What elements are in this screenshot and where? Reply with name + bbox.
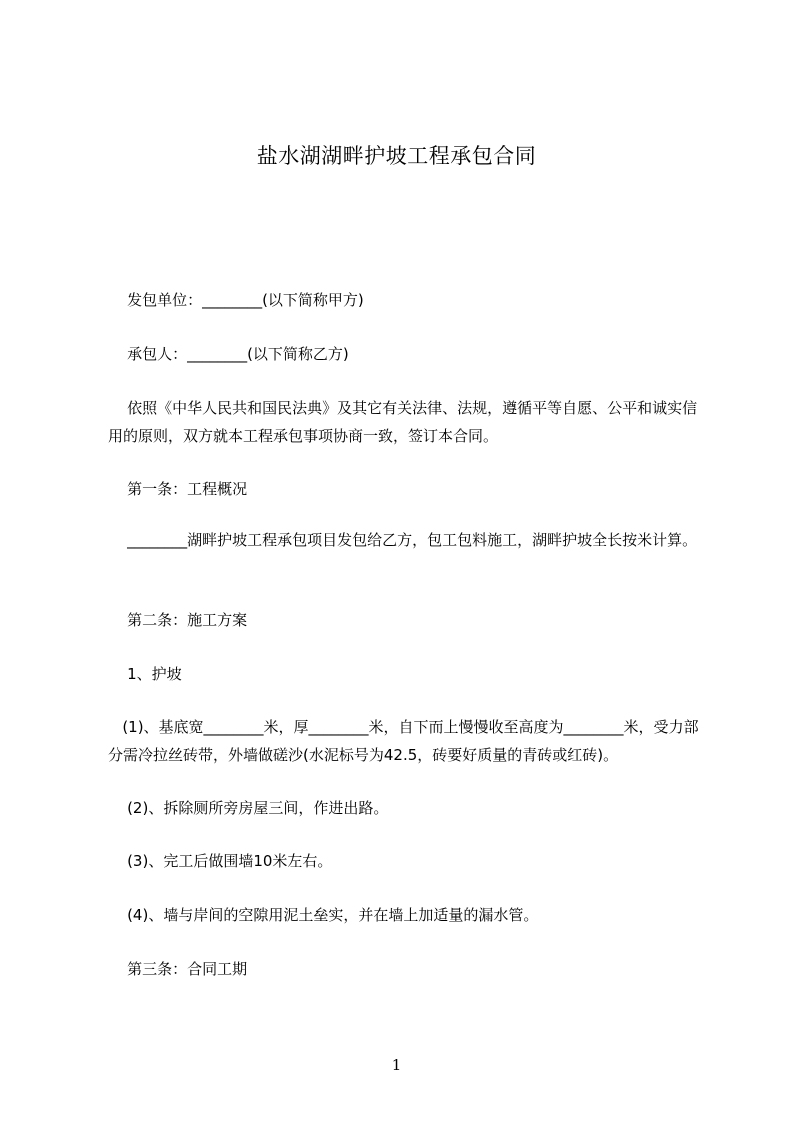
item-3: (3)、完工后做围墙10米左右。 xyxy=(108,852,333,870)
section-1-heading: 1、护坡 xyxy=(108,665,182,683)
party-b-line: 承包人：________(以下简称乙方) xyxy=(108,345,349,363)
item-2: (2)、拆除厕所旁房屋三间，作进出路。 xyxy=(108,799,389,817)
item-4: (4)、墙与岸间的空隙用泥土垒实，并在墙上加适量的漏水管。 xyxy=(108,906,539,924)
article-3-heading: 第三条：合同工期 xyxy=(108,960,248,978)
document-title: 盐水湖湖畔护坡工程承包合同 xyxy=(256,144,537,168)
party-a-line: 发包单位：________(以下简称甲方) xyxy=(108,291,364,309)
article-1-body: ________湖畔护坡工程承包项目发包给乙方，包工包料施工，湖畔护坡全长按米计算。 xyxy=(108,531,698,549)
page-number: 1 xyxy=(391,1056,402,1074)
article-2-heading: 第二条：施工方案 xyxy=(108,611,248,629)
article-1-heading: 第一条：工程概况 xyxy=(108,480,248,498)
item-1: (1)、基底宽________米，厚________米，自下而上慢慢收至高度为________米，受力部分需冷拉丝砖带，外墙做磋沙(水泥标号为42.5，砖要好质量的青砖或红砖)。 xyxy=(108,718,699,764)
preamble-paragraph: 依照《中华人民共和国民法典》及其它有关法律、法规，遵循平等自愿、公平和诚实信用的原则，双方就本工程承包事项协商一致，签订本合同。 xyxy=(108,399,698,445)
